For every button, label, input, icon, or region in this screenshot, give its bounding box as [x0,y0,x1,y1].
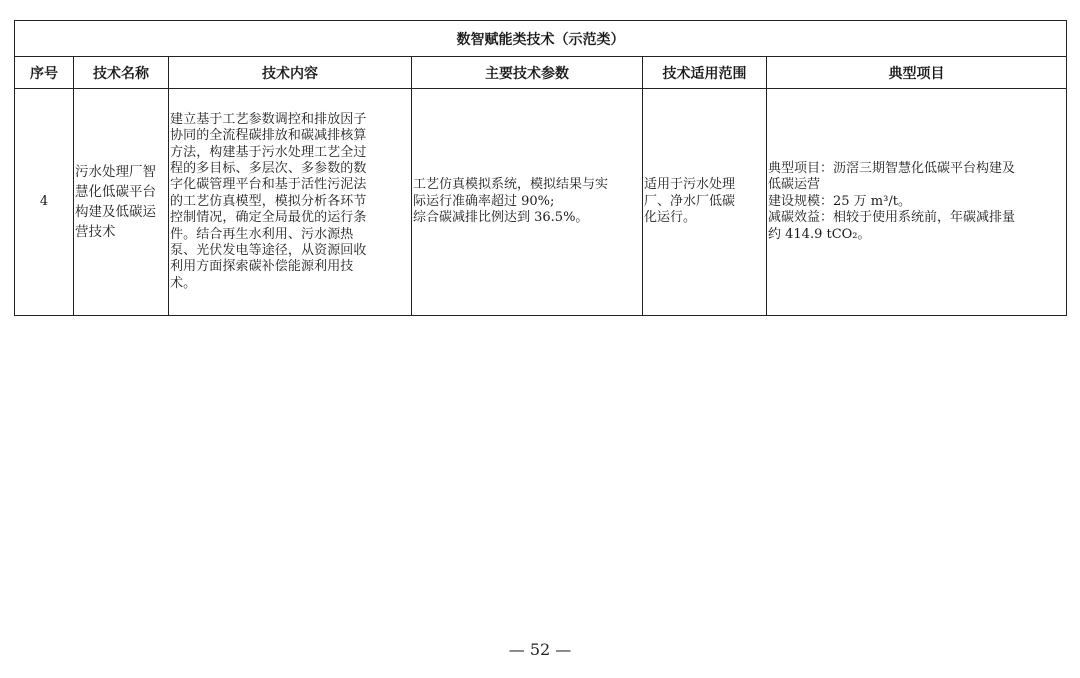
project-line: 典型项目：沥滘三期智慧化低碳平台构建及 [768,160,1016,176]
content-line: 建立基于工艺参数调控和排放因子 [170,111,367,127]
scope-line: 化运行。 [644,210,697,226]
header-main-params: 主要技术参数 [412,57,643,89]
tech-name-line: 污水处理厂智 [75,164,156,180]
content-line: 泵、光伏发电等途径，从资源回收 [170,243,367,259]
scope-line: 适用于污水处理 [644,177,736,193]
tech-name-line: 构建及低碳运 [75,204,156,220]
technology-table [14,20,1067,316]
content-line: 方法，构建基于污水处理工艺全过 [170,144,367,160]
header-index: 序号 [15,57,74,89]
params-line: 综合碳减排比例达到 36.5%。 [413,210,589,226]
content-line: 件。结合再生水利用、污水源热 [170,226,354,242]
table-row [15,89,1067,316]
page-number: — 52 — [508,640,572,659]
params-line: 工艺仿真模拟系统，模拟结果与实 [413,177,609,193]
content-line: 控制情况，确定全局最优的运行条 [170,210,367,226]
table-header-row [15,57,1067,89]
header-typical-project: 典型项目 [767,57,1067,89]
tech-name-line: 营技术 [75,224,116,240]
tech-name-line: 慧化低碳平台 [75,184,156,200]
project-line: 减碳效益：相较于使用系统前，年碳减排量 [768,210,1016,226]
project-line: 低碳运营 [768,177,821,193]
content-line: 程的多目标、多层次、多参数的数 [170,160,367,176]
cell-index: 4 [15,89,74,316]
table-title-row [15,21,1067,57]
cell-main-params [412,89,643,316]
table-title: 数智赋能类技术（示范类） [15,21,1067,57]
project-line: 约 414.9 tCO₂。 [768,226,871,242]
content-line: 的工艺仿真模型，模拟分析各环节 [170,193,367,209]
header-tech-content: 技术内容 [169,57,412,89]
scope-line: 厂、净水厂低碳 [644,193,736,209]
content-line: 字化碳管理平台和基于活性污泥法 [170,177,367,193]
content-line: 利用方面探索碳补偿能源利用技 [170,259,354,275]
cell-scope [643,89,767,316]
content-line: 术。 [170,275,197,291]
cell-tech-content [169,89,412,316]
header-tech-name: 技术名称 [74,57,169,89]
cell-typical-project [767,89,1067,316]
params-line: 际运行准确率超过 90%; [413,193,555,209]
header-scope: 技术适用范围 [643,57,767,89]
cell-tech-name [74,89,169,316]
content-line: 协同的全流程碳排放和碳减排核算 [170,128,367,144]
project-line: 建设规模：25 万 m³/t。 [768,193,911,209]
